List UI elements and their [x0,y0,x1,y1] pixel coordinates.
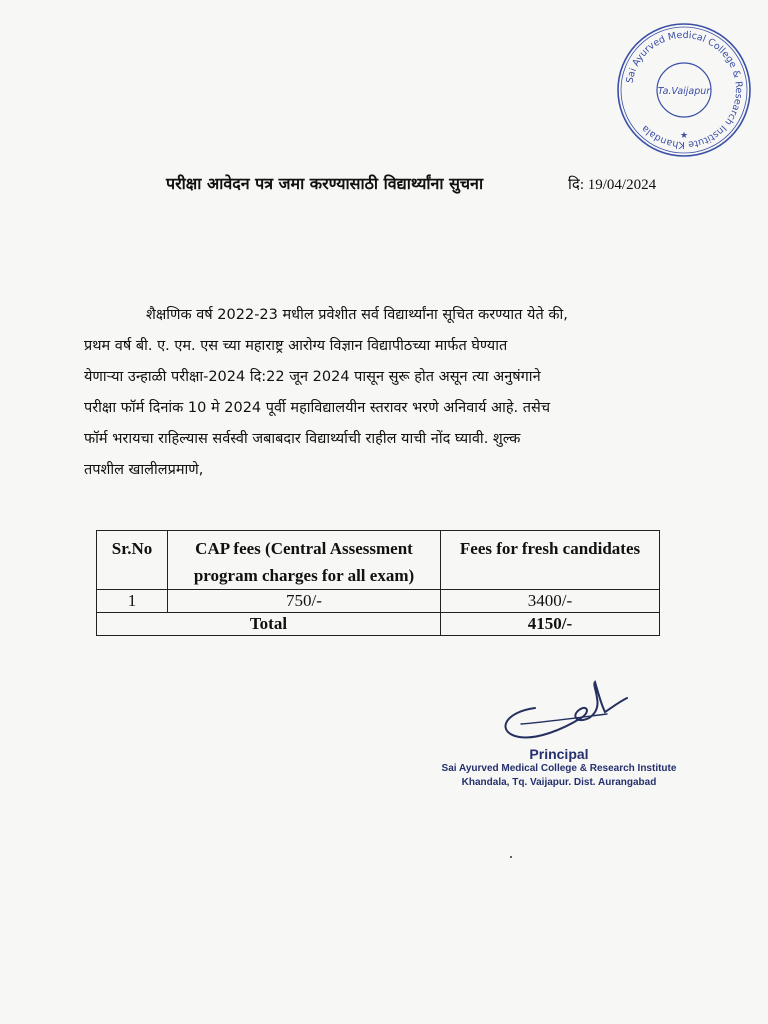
table-row [97,590,660,613]
col-header-cap-fees: CAP fees (Central Assessment program charges for all exam) [168,531,441,590]
cell-srno: 1 [97,590,168,613]
total-value: 4150/- [441,613,660,636]
notice-header [166,172,706,202]
col-header-fresh-fees: Fees for fresh candidates [441,531,660,590]
total-row [97,613,660,636]
stray-mark [510,856,512,858]
table-header-row [97,531,660,590]
principal-signature [495,678,635,748]
cell-fresh-fee: 3400/- [441,590,660,613]
body-line: तपशील खालीलप्रमाणे, [84,462,204,478]
principal-title: Principal [529,746,589,762]
body-line: येणाऱ्या उन्हाळी परीक्षा-2024 दि:22 जून 2024 पासून सुरू होत असून त्या अनुषंगाने [84,369,541,385]
body-line: फॉर्म भरायचा राहिल्यास सर्वस्वी जबाबदार विद्यार्थ्याची राहील याची नोंद घ्यावी. शुल्क [84,431,521,447]
notice-date: दि: 19/04/2024 [568,177,657,193]
svg-text:★: ★ [680,131,689,141]
institute-stamp [614,20,754,160]
total-label: Total [97,613,441,636]
body-line: प्रथम वर्ष बी. ए. एम. एस च्या महाराष्ट्र आरोग्य विज्ञान विद्यापीठच्या मार्फत घेण्यात [84,338,508,354]
notice-body [84,300,684,486]
body-line: परीक्षा फॉर्म दिनांक 10 मे 2024 पूर्वी महाविद्यालयीन स्तरावर भरणे अनिवार्य आहे. तसेच [84,400,551,416]
svg-text:Sai Ayurved Medical College &: Sai Ayurved Medical College & Research Institute Khandala [624,29,745,151]
body-line: शैक्षणिक वर्ष 2022-23 मधील प्रवेशीत सर्व विद्यार्थ्यांना सूचित करण्यात येते की, [146,307,568,323]
fees-table [96,530,660,636]
institute-address: Khandala, Tq. Vaijapur. Dist. Aurangabad [461,777,657,788]
cell-cap-fee: 750/- [168,590,441,613]
svg-text:Ta.Vaijapur: Ta.Vaijapur [657,86,711,97]
principal-seal [424,746,694,790]
institute-name: Sai Ayurved Medical College & Research Institute [441,763,677,774]
col-header-srno: Sr.No [97,531,168,590]
notice-title: परीक्षा आवेदन पत्र जमा करण्यासाठी विद्यार्थ्यांना सुचना [166,174,484,193]
